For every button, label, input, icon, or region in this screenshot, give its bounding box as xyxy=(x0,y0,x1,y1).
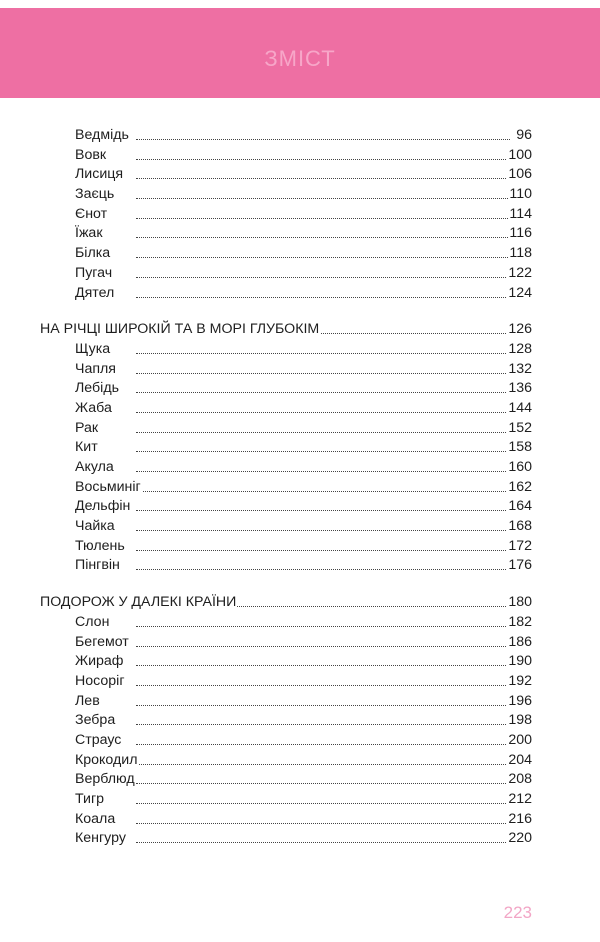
entry-label: Акула xyxy=(75,458,115,478)
entry-label: Вовк xyxy=(75,146,107,166)
toc-entry xyxy=(0,379,600,399)
entry-label: Пінгвін xyxy=(75,556,121,576)
toc-entry xyxy=(0,770,600,790)
toc-section-heading xyxy=(0,320,600,340)
dot-leader xyxy=(136,626,510,627)
entry-page-number: 220 xyxy=(507,829,532,849)
entry-page-number: 132 xyxy=(507,360,532,380)
dot-leader xyxy=(136,451,510,452)
dot-leader xyxy=(136,705,510,706)
entry-page-number: 106 xyxy=(507,165,532,185)
dot-leader xyxy=(136,237,510,238)
dot-leader xyxy=(136,392,510,393)
toc-entry xyxy=(0,711,600,731)
entry-page-number: 124 xyxy=(507,284,532,304)
dot-leader xyxy=(136,724,510,725)
entry-label: Пугач xyxy=(75,264,113,284)
toc-entry xyxy=(0,438,600,458)
entry-label: Тигр xyxy=(75,790,105,810)
dot-leader xyxy=(136,297,510,298)
entry-label: Лисиця xyxy=(75,165,124,185)
dot-leader xyxy=(136,646,510,647)
dot-leader xyxy=(136,569,510,570)
entry-label: Лебідь xyxy=(75,379,120,399)
entry-page-number: 96 xyxy=(515,126,532,146)
entry-page-number: 192 xyxy=(507,672,532,692)
entry-page-number: 118 xyxy=(508,244,532,264)
entry-label: Крокодил xyxy=(75,751,138,771)
entry-label: Кенгуру xyxy=(75,829,127,849)
dot-leader xyxy=(136,159,510,160)
dot-leader xyxy=(136,139,510,140)
entry-label: Їжак xyxy=(75,224,104,244)
dot-leader xyxy=(136,803,510,804)
dot-leader xyxy=(136,510,510,511)
dot-leader xyxy=(136,530,510,531)
toc-entry xyxy=(0,751,600,771)
dot-leader xyxy=(136,373,510,374)
entry-page-number: 182 xyxy=(507,613,532,633)
entry-page-number: 204 xyxy=(507,751,532,771)
section-heading-label: ПОДОРОЖ У ДАЛЕКІ КРАЇНИ xyxy=(40,593,237,613)
dot-leader xyxy=(136,277,510,278)
entry-page-number: 152 xyxy=(507,419,532,439)
toc-section xyxy=(0,593,600,849)
entry-page-number: 196 xyxy=(507,692,532,712)
toc-entry xyxy=(0,731,600,751)
entry-page-number: 122 xyxy=(507,264,532,284)
toc-section xyxy=(0,320,600,576)
entry-label: Чапля xyxy=(75,360,117,380)
dot-leader xyxy=(136,764,510,765)
entry-label: Рак xyxy=(75,419,99,439)
dot-leader xyxy=(136,744,510,745)
entry-page-number: 158 xyxy=(507,438,532,458)
toc-entry xyxy=(0,497,600,517)
toc-entry xyxy=(0,652,600,672)
entry-label: Носоріг xyxy=(75,672,126,692)
entry-label: Чайка xyxy=(75,517,116,537)
entry-page-number: 216 xyxy=(507,810,532,830)
toc-entry xyxy=(0,224,600,244)
entry-label: Лев xyxy=(75,692,101,712)
entry-page-number: 116 xyxy=(508,224,532,244)
toc-entry xyxy=(0,185,600,205)
entry-label: Щука xyxy=(75,340,111,360)
header-band xyxy=(0,8,600,98)
entry-page-number: 144 xyxy=(507,399,532,419)
entry-page-number: 200 xyxy=(507,731,532,751)
dot-leader xyxy=(136,432,510,433)
entry-label: Зебра xyxy=(75,711,116,731)
toc-entry xyxy=(0,478,600,498)
entry-label: Слон xyxy=(75,613,110,633)
section-heading-page: 126 xyxy=(507,320,532,340)
entry-page-number: 110 xyxy=(508,185,532,205)
section-heading-label: НА РІЧЦІ ШИРОКІЙ ТА В МОРІ ГЛУБОКІМ xyxy=(40,320,320,340)
entry-label: Єнот xyxy=(75,205,108,225)
entry-page-number: 172 xyxy=(507,537,532,557)
dot-leader xyxy=(136,491,510,492)
entry-page-number: 190 xyxy=(507,652,532,672)
dot-leader xyxy=(136,823,510,824)
dot-leader xyxy=(136,198,510,199)
entry-page-number: 212 xyxy=(507,790,532,810)
entry-page-number: 208 xyxy=(507,770,532,790)
toc-entry xyxy=(0,146,600,166)
entry-page-number: 168 xyxy=(507,517,532,537)
entry-label: Заєць xyxy=(75,185,115,205)
toc-entry xyxy=(0,613,600,633)
entry-label: Кит xyxy=(75,438,99,458)
toc-section xyxy=(0,126,600,303)
entry-page-number: 136 xyxy=(507,379,532,399)
toc-entry xyxy=(0,126,600,146)
entry-label: Дельфін xyxy=(75,497,131,517)
entry-label: Жираф xyxy=(75,652,124,672)
entry-page-number: 100 xyxy=(507,146,532,166)
toc-entry xyxy=(0,633,600,653)
toc-entry xyxy=(0,790,600,810)
entry-label: Страус xyxy=(75,731,122,751)
entry-label: Верблюд xyxy=(75,770,136,790)
entry-page-number: 114 xyxy=(508,205,532,225)
entry-page-number: 186 xyxy=(507,633,532,653)
page-number: 223 xyxy=(503,903,532,922)
page-title: ЗМІСТ xyxy=(264,46,336,71)
entry-label: Восьминіг xyxy=(75,478,142,498)
entry-page-number: 160 xyxy=(507,458,532,478)
dot-leader xyxy=(136,842,510,843)
entry-page-number: 128 xyxy=(507,340,532,360)
toc-entry xyxy=(0,458,600,478)
toc-entry xyxy=(0,340,600,360)
entry-label: Білка xyxy=(75,244,111,264)
toc-entry xyxy=(0,810,600,830)
dot-leader xyxy=(136,257,510,258)
toc-entry xyxy=(0,419,600,439)
entry-label: Коала xyxy=(75,810,116,830)
section-heading-page: 180 xyxy=(507,593,532,613)
toc-entry xyxy=(0,205,600,225)
toc-entry xyxy=(0,264,600,284)
dot-leader xyxy=(136,550,510,551)
entry-page-number: 176 xyxy=(507,556,532,576)
toc-entry xyxy=(0,284,600,304)
dot-leader xyxy=(136,783,510,784)
dot-leader xyxy=(200,606,510,607)
toc-entry xyxy=(0,165,600,185)
dot-leader xyxy=(136,471,510,472)
entry-page-number: 162 xyxy=(507,478,532,498)
dot-leader xyxy=(136,178,510,179)
toc-entry xyxy=(0,244,600,264)
dot-leader xyxy=(136,412,510,413)
toc-entry xyxy=(0,692,600,712)
table-of-contents xyxy=(0,126,600,849)
toc-section-heading xyxy=(0,593,600,613)
toc-entry xyxy=(0,556,600,576)
entry-page-number: 164 xyxy=(507,497,532,517)
entry-label: Бегемот xyxy=(75,633,130,653)
dot-leader xyxy=(136,353,510,354)
entry-label: Ведмідь xyxy=(75,126,130,146)
toc-entry xyxy=(0,829,600,849)
dot-leader xyxy=(136,665,510,666)
toc-entry xyxy=(0,360,600,380)
dot-leader xyxy=(136,218,510,219)
entry-label: Тюлень xyxy=(75,537,126,557)
toc-entry xyxy=(0,537,600,557)
entry-label: Жаба xyxy=(75,399,113,419)
entry-label: Дятел xyxy=(75,284,115,304)
dot-leader xyxy=(136,685,510,686)
entry-page-number: 198 xyxy=(507,711,532,731)
toc-entry xyxy=(0,399,600,419)
toc-entry xyxy=(0,517,600,537)
toc-entry xyxy=(0,672,600,692)
